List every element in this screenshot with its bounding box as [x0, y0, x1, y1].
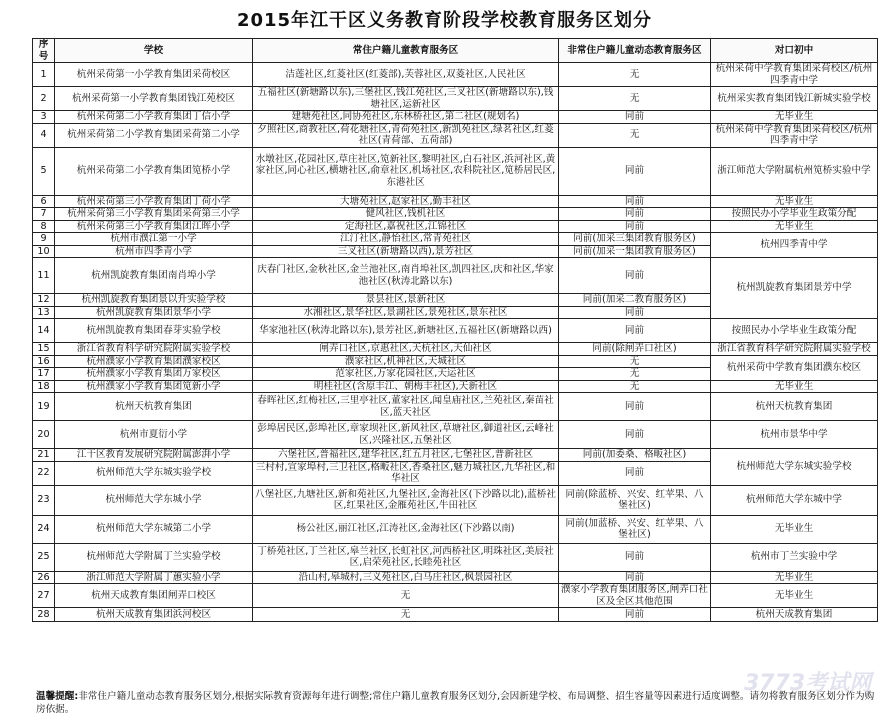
- cell-middle-school: 杭州天成教育集团: [711, 608, 878, 622]
- cell-school: 杭州市濮江第一小学: [55, 233, 253, 246]
- cell-resident-area: 范家社区,万家花园社区,天运社区: [253, 368, 559, 381]
- cell-resident-area: 无: [253, 608, 559, 622]
- cell-middle-school: 杭州师范大学东城中学: [711, 485, 878, 515]
- cell-middle-school: 杭州师范大学东城实验学校: [711, 449, 878, 486]
- table-row: [33, 571, 878, 584]
- cell-no: 20: [33, 421, 55, 449]
- cell-middle-school: 浙江师范大学附属杭州笕桥实验中学: [711, 147, 878, 195]
- cell-resident-area: 明桂社区(含原丰江、朝梅丰社区),天新社区: [253, 380, 559, 393]
- cell-no: 5: [33, 147, 55, 195]
- cell-school: 江干区教育发展研究院附属澎湃小学: [55, 449, 253, 462]
- cell-middle-school: 杭州天杭教育集团: [711, 393, 878, 421]
- cell-resident-area: 杨公社区,丽江社区,江涛社区,金海社区(下沙路以南): [253, 515, 559, 543]
- cell-school: 杭州师范大学附属丁兰实验学校: [55, 543, 253, 571]
- cell-no: 2: [33, 87, 55, 111]
- cell-no: 12: [33, 294, 55, 307]
- table-row: [33, 343, 878, 356]
- cell-no: 9: [33, 233, 55, 246]
- cell-school: 杭州濮家小学教育集团濮家校区: [55, 355, 253, 368]
- footnote-label: 温馨提醒:: [36, 691, 79, 702]
- cell-no: 22: [33, 461, 55, 485]
- cell-resident-area: 江汀社区,静怡社区,常青苑社区: [253, 233, 559, 246]
- cell-resident-area: 华家池社区(秋涛北路以东),景芳社区,新塘社区,五福社区(新塘路以西): [253, 319, 559, 343]
- cell-middle-school: 杭州采荷中学教育集团采荷校区/杭州四季青中学: [711, 63, 878, 87]
- watermark-text: 3773考试网: [744, 671, 872, 696]
- footnote-text: 非常住户籍儿童动态教育服务区划分,根据实际教育资源每年进行调整;常住户籍儿童教育服务区划分,会因新建学校、布局调整、招生容量等因素进行适度调整。请勿将教育服务区划分作为购房依据。: [36, 691, 875, 715]
- cell-middle-school: 杭州凯旋教育集团景芳中学: [711, 258, 878, 319]
- cell-middle-school: 无毕业生: [711, 220, 878, 233]
- cell-resident-area: 三叉社区(新塘路以西),景芳社区: [253, 245, 559, 258]
- cell-no: 27: [33, 584, 55, 608]
- cell-school: 杭州濮家小学教育集团万家校区: [55, 368, 253, 381]
- cell-school: 浙江省教育科学研究院附属实验学校: [55, 343, 253, 356]
- page-title: 2015年江干区义务教育阶段学校教育服务区划分: [236, 10, 653, 31]
- cell-school: 杭州濮家小学教育集团笕新小学: [55, 380, 253, 393]
- cell-resident-area: 六堡社区,普福社区,建华社区,红五月社区,七堡社区,普新社区: [253, 449, 559, 462]
- cell-resident-area: 健风社区,钱机社区: [253, 208, 559, 221]
- table-row: [33, 258, 878, 294]
- cell-nonresident-area: 同前: [559, 461, 711, 485]
- header-school: 学校: [55, 39, 253, 63]
- cell-nonresident-area: 同前(加采三集团教育服务区): [559, 233, 711, 246]
- cell-no: 7: [33, 208, 55, 221]
- table-row: [33, 393, 878, 421]
- cell-school: 杭州采荷第一小学教育集团采荷校区: [55, 63, 253, 87]
- cell-middle-school: 杭州市丁兰实验中学: [711, 543, 878, 571]
- cell-nonresident-area: 同前: [559, 571, 711, 584]
- table-row: [33, 147, 878, 195]
- cell-resident-area: 八堡社区,九塘社区,新和苑社区,九堡社区,金海社区(下沙路以北),蓝桥社区,红果社区,金雁苑社区,牛田社区: [253, 485, 559, 515]
- cell-nonresident-area: 同前(加蓝桥、兴安、红苹果、八堡社区): [559, 515, 711, 543]
- cell-school: 杭州市夏衍小学: [55, 421, 253, 449]
- cell-nonresident-area: 无: [559, 123, 711, 147]
- cell-nonresident-area: 无: [559, 63, 711, 87]
- cell-resident-area: 濮家社区,机神社区,天城社区: [253, 355, 559, 368]
- cell-middle-school: 无毕业生: [711, 584, 878, 608]
- cell-school: 杭州天成教育集团闸弄口校区: [55, 584, 253, 608]
- cell-no: 21: [33, 449, 55, 462]
- cell-school: 杭州采荷第二小学教育集团笕桥小学: [55, 147, 253, 195]
- cell-no: 1: [33, 63, 55, 87]
- table-row: [33, 608, 878, 622]
- cell-no: 8: [33, 220, 55, 233]
- table-row: [33, 449, 878, 462]
- cell-nonresident-area: 同前: [559, 208, 711, 221]
- cell-school: 杭州凯旋教育集团景以升实验学校: [55, 294, 253, 307]
- cell-resident-area: 水湘社区,景华社区,景湖社区,景苑社区,景东社区: [253, 306, 559, 319]
- cell-school: 杭州凯旋教育集团春芽实验学校: [55, 319, 253, 343]
- cell-middle-school: 无毕业生: [711, 515, 878, 543]
- cell-nonresident-area: 同前: [559, 543, 711, 571]
- table-row: [33, 123, 878, 147]
- footnote: [36, 690, 881, 716]
- cell-nonresident-area: 同前(除闸弄口社区): [559, 343, 711, 356]
- cell-school: 杭州师范大学东城第二小学: [55, 515, 253, 543]
- cell-school: 杭州采荷第三小学教育集团采荷第三小学: [55, 208, 253, 221]
- cell-middle-school: 浙江省教育科学研究院附属实验学校: [711, 343, 878, 356]
- cell-no: 15: [33, 343, 55, 356]
- cell-resident-area: 景昙社区,景新社区: [253, 294, 559, 307]
- header-middle-school: 对口初中: [711, 39, 878, 63]
- cell-nonresident-area: 同前: [559, 220, 711, 233]
- cell-resident-area: 三村村,宣家埠村,三卫社区,格畈社区,香桑社区,魅力城社区,九华社区,和华社区: [253, 461, 559, 485]
- table-row: [33, 195, 878, 208]
- cell-nonresident-area: 同前: [559, 319, 711, 343]
- cell-resident-area: 五福社区(新塘路以东),三堡社区,钱江苑社区,三叉社区(新塘路以东),钱塘社区,运新社区: [253, 87, 559, 111]
- cell-nonresident-area: 同前: [559, 608, 711, 622]
- cell-nonresident-area: 同前: [559, 258, 711, 294]
- table-row: [33, 355, 878, 368]
- table-row: [33, 485, 878, 515]
- table-row: [33, 220, 878, 233]
- cell-nonresident-area: 无: [559, 87, 711, 111]
- header-no: 序号: [33, 39, 55, 63]
- cell-school: 杭州采荷第二小学教育集团丁信小学: [55, 111, 253, 124]
- table-row: [33, 380, 878, 393]
- cell-school: 杭州市四季青小学: [55, 245, 253, 258]
- cell-nonresident-area: 同前(加采一集团教育服务区): [559, 245, 711, 258]
- cell-resident-area: 定海社区,嘉祝社区,江锦社区: [253, 220, 559, 233]
- cell-resident-area: 庆春门社区,金秋社区,金兰池社区,南肖埠社区,凯四社区,庆和社区,华家池社区(秋涛北路以东): [253, 258, 559, 294]
- table-row: [33, 584, 878, 608]
- cell-no: 6: [33, 195, 55, 208]
- cell-no: 16: [33, 355, 55, 368]
- cell-school: 杭州天杭教育集团: [55, 393, 253, 421]
- cell-nonresident-area: 无: [559, 355, 711, 368]
- cell-no: 26: [33, 571, 55, 584]
- cell-school: 杭州采荷第一小学教育集团钱江苑校区: [55, 87, 253, 111]
- cell-school: 浙江师范大学附属丁蕙实验小学: [55, 571, 253, 584]
- cell-nonresident-area: 同前: [559, 111, 711, 124]
- cell-no: 17: [33, 368, 55, 381]
- cell-no: 28: [33, 608, 55, 622]
- cell-middle-school: 无毕业生: [711, 195, 878, 208]
- cell-no: 13: [33, 306, 55, 319]
- cell-nonresident-area: 同前: [559, 306, 711, 319]
- cell-resident-area: 丁桥苑社区,丁兰社区,皋兰社区,长虹社区,河西桥社区,明珠社区,美辰社区,启荣苑社区,长睦苑社区: [253, 543, 559, 571]
- cell-middle-school: 按照民办小学毕业生政策分配: [711, 208, 878, 221]
- cell-nonresident-area: 同前: [559, 147, 711, 195]
- cell-no: 4: [33, 123, 55, 147]
- cell-no: 25: [33, 543, 55, 571]
- cell-resident-area: 夕照社区,商教社区,荷花塘社区,青荷苑社区,新凯苑社区,绿茗社区,红菱社区(青荷部、五荷部): [253, 123, 559, 147]
- cell-resident-area: 沿山村,皋城村,三义苑社区,白马庄社区,枫景园社区: [253, 571, 559, 584]
- cell-nonresident-area: 同前(加委桑、格畈社区): [559, 449, 711, 462]
- cell-no: 10: [33, 245, 55, 258]
- table-row: [33, 87, 878, 111]
- cell-resident-area: 彭埠居民区,彭埠社区,章家坝社区,新风社区,草塘社区,御道社区,云峰社区,兴隆社区,五堡社区: [253, 421, 559, 449]
- cell-middle-school: 无毕业生: [711, 380, 878, 393]
- cell-nonresident-area: 同前(加采二教育服务区): [559, 294, 711, 307]
- header-resident-area: 常住户籍儿童教育服务区: [253, 39, 559, 63]
- cell-nonresident-area: 同前: [559, 393, 711, 421]
- cell-no: 24: [33, 515, 55, 543]
- table-row: [33, 319, 878, 343]
- cell-nonresident-area: 濮家小学教育集团服务区,闸弄口社区及全区其他范围: [559, 584, 711, 608]
- cell-no: 14: [33, 319, 55, 343]
- cell-resident-area: 大塘苑社区,赵家社区,勤丰社区: [253, 195, 559, 208]
- table-row: [33, 111, 878, 124]
- cell-middle-school: 杭州采荷中学教育集团采荷校区/杭州四季青中学: [711, 123, 878, 147]
- cell-resident-area: 水墩社区,花园社区,草庄社区,笕新社区,黎明社区,白石社区,浜河社区,黄家社区,同心社区,横塘社区,俞章社区,机场社区,农科院社区,笕桥居民区,东港社区: [253, 147, 559, 195]
- cell-no: 11: [33, 258, 55, 294]
- cell-resident-area: 洁莲社区,红菱社区(红菱部),芙蓉社区,双菱社区,人民社区: [253, 63, 559, 87]
- table-row: [33, 63, 878, 87]
- header-nonresident-area: 非常住户籍儿童动态教育服务区: [559, 39, 711, 63]
- cell-middle-school: 无毕业生: [711, 571, 878, 584]
- cell-middle-school: 杭州采实教育集团钱江新城实验学校: [711, 87, 878, 111]
- cell-school: 杭州天成教育集团浜河校区: [55, 608, 253, 622]
- cell-school: 杭州凯旋教育集团南肖埠小学: [55, 258, 253, 294]
- cell-resident-area: 无: [253, 584, 559, 608]
- table-header-row: [33, 39, 878, 63]
- table-row: [33, 515, 878, 543]
- table-row: [33, 543, 878, 571]
- cell-no: 23: [33, 485, 55, 515]
- cell-resident-area: 闸弄口社区,京惠社区,天杭社区,天仙社区: [253, 343, 559, 356]
- cell-no: 18: [33, 380, 55, 393]
- table-row: [33, 233, 878, 246]
- cell-middle-school: 杭州市景华中学: [711, 421, 878, 449]
- cell-school: 杭州采荷第三小学教育集团丁荷小学: [55, 195, 253, 208]
- cell-middle-school: 按照民办小学毕业生政策分配: [711, 319, 878, 343]
- cell-nonresident-area: 同前(除蓝桥、兴安、红苹果、八堡社区): [559, 485, 711, 515]
- cell-nonresident-area: 无: [559, 368, 711, 381]
- cell-no: 19: [33, 393, 55, 421]
- table-body: [33, 63, 878, 622]
- table-row: [33, 421, 878, 449]
- cell-nonresident-area: 无: [559, 380, 711, 393]
- service-area-table: [32, 38, 878, 622]
- cell-school: 杭州凯旋教育集团景华小学: [55, 306, 253, 319]
- cell-resident-area: 春晖社区,红梅社区,三里亭社区,董家社区,闻皇庙社区,兰苑社区,秦苗社区,蓝天社区: [253, 393, 559, 421]
- cell-school: 杭州师范大学东城小学: [55, 485, 253, 515]
- cell-nonresident-area: 同前: [559, 195, 711, 208]
- cell-no: 3: [33, 111, 55, 124]
- cell-nonresident-area: 同前: [559, 421, 711, 449]
- table-row: [33, 208, 878, 221]
- cell-middle-school: 杭州采荷中学教育集团濮东校区: [711, 355, 878, 380]
- cell-middle-school: 无毕业生: [711, 111, 878, 124]
- cell-resident-area: 建塘苑社区,同协苑社区,东林桥社区,第二社区(规划名): [253, 111, 559, 124]
- cell-school: 杭州采荷第二小学教育集团采荷第二小学: [55, 123, 253, 147]
- cell-school: 杭州师范大学东城实验学校: [55, 461, 253, 485]
- cell-middle-school: 杭州四季青中学: [711, 233, 878, 258]
- cell-school: 杭州采荷第三小学教育集团江晖小学: [55, 220, 253, 233]
